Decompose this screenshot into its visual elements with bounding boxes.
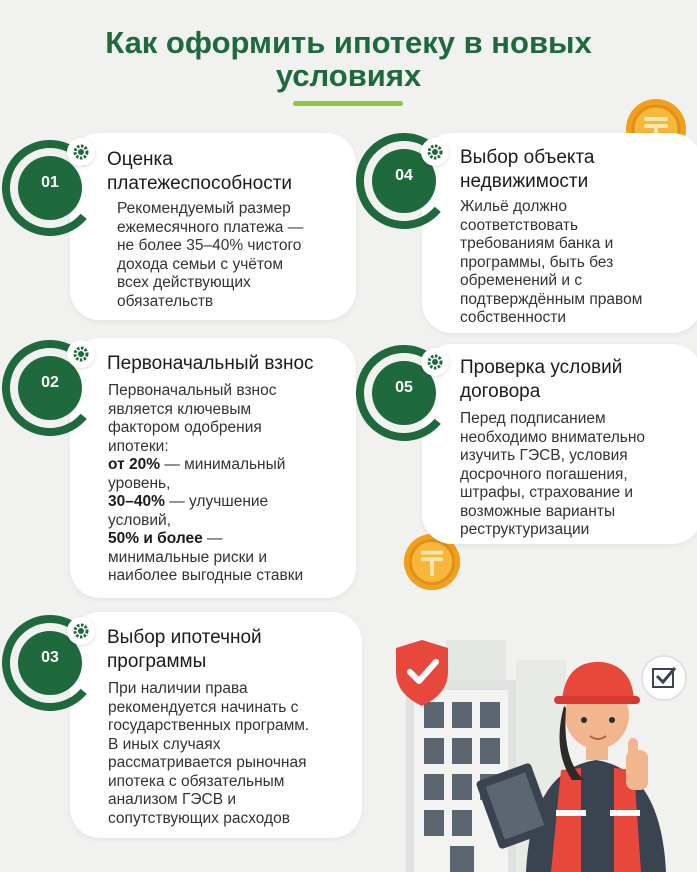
step-number: 04 [395,167,413,184]
gear-icon [421,138,449,166]
step-number: 03 [41,649,59,666]
page-title [0,26,697,92]
step-description: Рекомендуемый размер ежемесячного платежа — не более 35–40% чистого дохода семьи с учётом всех действующих обязательств [117,200,304,310]
step-number: 01 [41,174,59,191]
gear-icon [67,617,95,645]
step-title: Выбор объекта недвижимости [460,147,595,192]
step-title: Выбор ипотечной программы [107,627,262,672]
step-description: При наличии права рекомендуется начинать с государственных программ. В иных случаях рассматривается рыночная ипотека с обязательным анализом ГЭСВ и сопутствующих расходов [108,680,310,827]
step-title: Первоначальный взнос [107,353,314,374]
step-number: 02 [41,374,59,391]
title-underline [293,101,403,106]
step-title: Проверка условий договора [460,357,623,402]
page-title-line1: Как оформить ипотеку в новых [105,25,592,60]
worker-illustration [366,620,697,872]
step-description: Жильё должно соответствовать требованиям банка и программы, быть без обременений и с подтверждённым правом собственности [460,198,643,326]
step-number: 05 [395,379,413,396]
page-title-line2: условиях [275,58,422,93]
step-description: Перед подписанием необходимо внимательно изучить ГЭСВ, условия досрочного погашения, штрафы, страхование и возможные варианты реструктуризации [460,410,646,538]
step-description: Первоначальный взнос является ключевым фактором одобрения ипотеки: от 20% — минимальный уровень, 30–40% — улучшение условий, 50% и более — минимальные риски и наиболее выгодные ставки [108,382,304,584]
step-title: Оценка платежеспособности [107,149,293,194]
gear-icon [67,340,95,368]
gear-icon [421,348,449,376]
gear-icon [67,138,95,166]
